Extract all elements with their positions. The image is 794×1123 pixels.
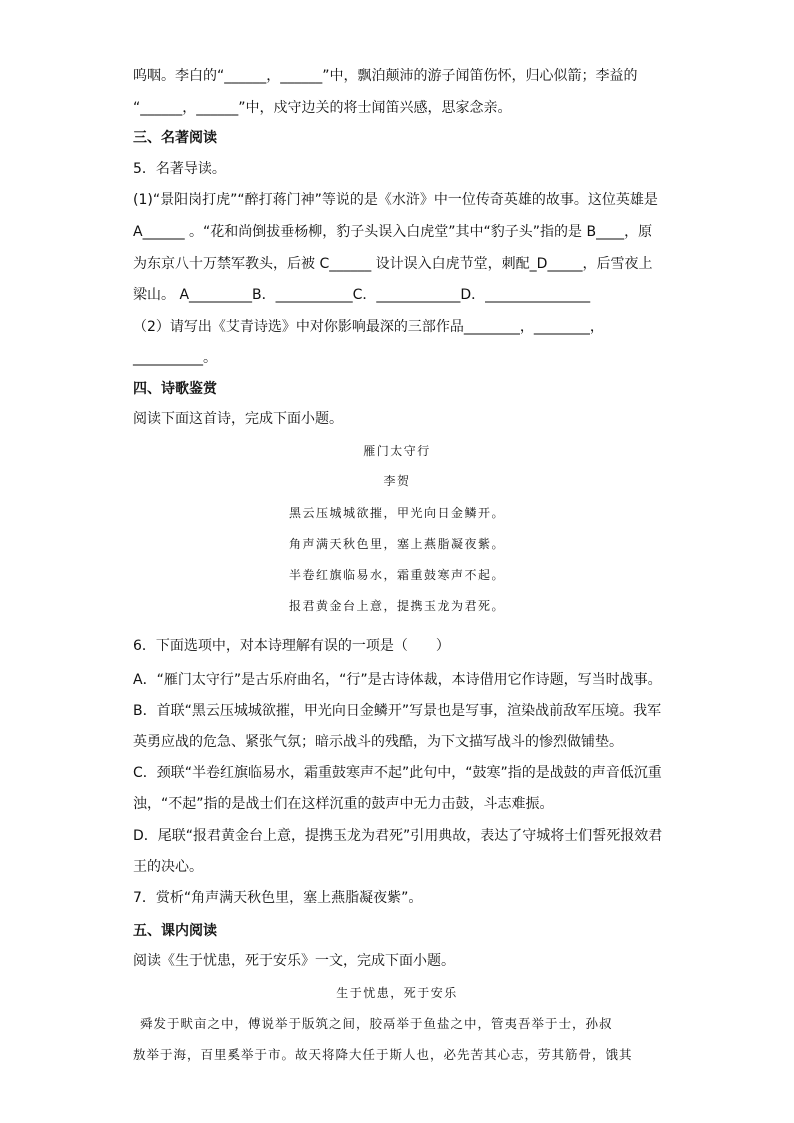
question-6: 6．下面选项中，对本诗理解有误的一项是（ ） xyxy=(133,638,450,654)
section-heading: 四、诗歌鉴赏 xyxy=(133,381,217,397)
poem-verse: 报君黄金台上意，提携玉龙为君死。 xyxy=(288,599,505,613)
text-line: 阅读下面这首诗，完成下面小题。 xyxy=(133,411,343,427)
question-5: 5．名著导读。 xyxy=(133,161,226,177)
text-line: (1)“景阳岗打虎”“醉打蒋门神”等说的是《水浒》中一位传奇英雄的故事。这位英雄是 xyxy=(133,192,658,208)
option-b: B．首联“黑云压城城欲摧，甲光向日金鳞开”写景也是写事，渲染战前敌军压境。我军 xyxy=(133,703,662,719)
text-line: 阅读《生于忧患，死于安乐》一文，完成下面小题。 xyxy=(133,953,455,969)
text-line: 梁山。 A_________B．___________C．____________D．_______________ xyxy=(133,287,591,303)
text-line: （2）请写出《艾青诗选》中对你影响最深的三部作品________，________， xyxy=(133,319,604,335)
prose-line: 敖举于海，百里奚举于市。故天将降大任于斯人也，必先苦其心志，劳其筋骨，饿其 xyxy=(133,1047,633,1062)
section-heading: 五、课内阅读 xyxy=(133,923,217,939)
poem-title: 雁门太守行 xyxy=(363,444,431,458)
text-line: 英勇应战的危急、紧张气氛；暗示战斗的残酷，为下文描写战斗的惨烈做铺垫。 xyxy=(133,734,623,750)
text-line: 为东京八十万禁军教头，后被 C______ 设计误入白虎节堂，刺配_D_____，后雪夜上 xyxy=(133,256,653,272)
text-line: 呜咽。李白的“______，______”中，飘泊颠沛的游子闻笛伤怀，归心似箭；李益的 xyxy=(133,68,638,84)
option-a: A．“雁门太守行”是古乐府曲名，“行”是古诗体裁，本诗借用它作诗题，写当时战事。 xyxy=(133,672,662,688)
section-heading: 三、名著阅读 xyxy=(133,130,217,146)
text-line: “______，______”中，戍守边关的将士闻笛兴感，思家念亲。 xyxy=(133,100,512,116)
poem-verse: 半卷红旗临易水，霜重鼓寒声不起。 xyxy=(288,568,505,582)
text-line: 浊，“不起”指的是战士们在这样沉重的鼓声中无力击鼓，斗志难振。 xyxy=(133,796,554,812)
text-line: __________。 xyxy=(133,350,217,366)
poem-author: 李贺 xyxy=(383,474,411,488)
poem-verse: 黑云压城城欲摧，甲光向日金鳞开。 xyxy=(288,506,505,520)
text-line: A______ 。“花和尚倒拔垂杨柳，豹子头误入白虎堂”其中“豹子头”指的是 B____，原 xyxy=(133,224,653,240)
option-c: C．颈联“半卷红旗临易水，霜重鼓寒声不起”此句中，“鼓寒”指的是战鼓的声音低沉重 xyxy=(133,765,662,781)
poem-verse: 角声满天秋色里，塞上燕脂凝夜紫。 xyxy=(288,537,505,551)
option-d: D．尾联“报君黄金台上意，提携玉龙为君死”引用典故，表达了守城将士们誓死报效君 xyxy=(133,828,663,844)
prose-title: 生于忧患，死于安乐 xyxy=(336,986,458,1000)
question-7: 7．赏析“角声满天秋色里，塞上燕脂凝夜紫”。 xyxy=(133,890,423,906)
prose-line: 舜发于畎亩之中，傅说举于版筑之间，胶鬲举于鱼盐之中，管夷吾举于士，孙叔 xyxy=(140,1016,613,1031)
text-line: 王的决心。 xyxy=(133,859,203,875)
